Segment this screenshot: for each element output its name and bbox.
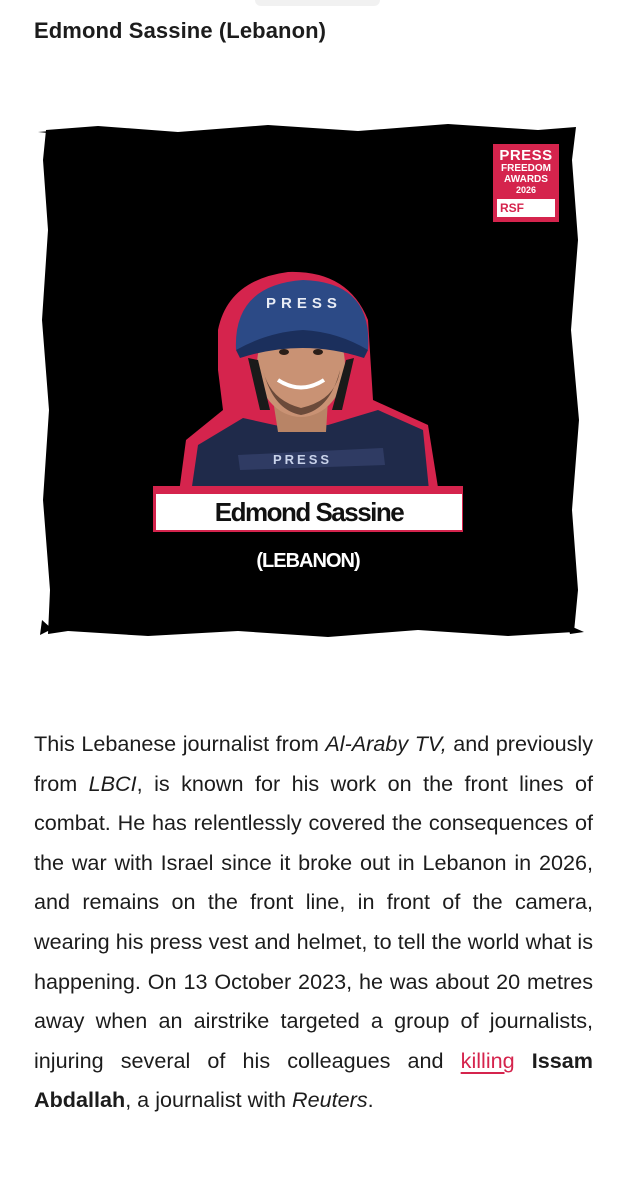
helmet-label: PRESS [266,295,342,312]
vest-label: PRESS [273,452,333,467]
outlet-al-araby: Al-Araby TV, [325,731,447,756]
bio-text-6: . [367,1087,374,1113]
killing-link[interactable]: killing [460,1047,515,1073]
victim-name: Issam Abdallah [34,1047,593,1113]
outlet-lbci: LBCI [88,770,137,796]
rsf-logo: RSF [497,199,555,217]
badge-line-2: FREEDOM [501,163,551,174]
badge-line-1: PRESS [499,147,553,164]
bio-paragraph [34,724,593,1120]
press-freedom-awards-badge [493,144,559,222]
top-bar-handle [255,0,380,6]
journalist-photo [178,260,453,500]
bio-text-5: , a journalist with [125,1087,293,1113]
bio-text-1: This Lebanese journalist from [34,731,326,756]
badge-line-3: AWARDS [504,174,548,185]
card-country: (LEBANON) [256,550,360,572]
card-journalist-name: Edmond Sassine [156,494,462,530]
portrait-card [38,120,584,640]
article-heading: Edmond Sassine (Lebanon) [34,18,327,43]
bio-text-2: and previously from [34,731,593,796]
outlet-reuters: Reuters [292,1087,368,1113]
badge-line-4: 2026 [515,185,537,195]
bio-text-3: , is known for his work on the front lines of combat. He has relentlessly covered the consequences of the war with Israel since it broke out in Lebanon in 2026, and remains on the front line, in front of the camera, wearing his press vest and helmet, to tell the world what is happening. On 13 October 2023, he was about 20 metres away when an airstrike targeted a group of journalists, injuring several of his colleagues and [34,770,593,1073]
bio-text-4 [515,1048,532,1073]
